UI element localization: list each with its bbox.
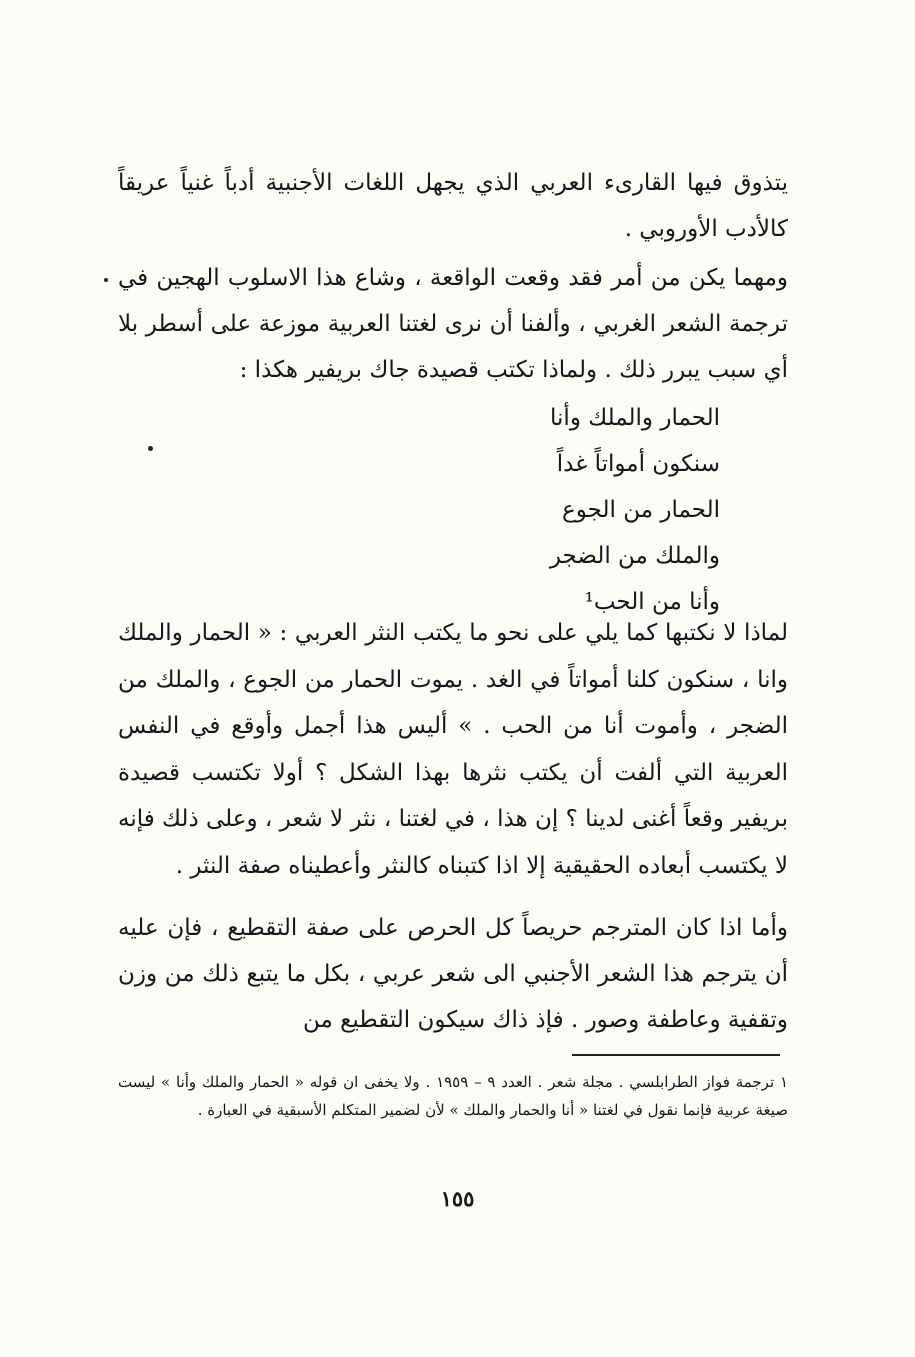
page-number: ١٥٥ bbox=[440, 1186, 475, 1211]
poem-line-5: وأنا من الحب¹ bbox=[584, 589, 720, 615]
paragraph-1: يتذوق فيها القارىء العربي الذي يجهل اللغات الأجنبية أدباً غنياً عريقاً كالأدب الأوروبي . bbox=[118, 170, 788, 242]
paragraph-4: وأما اذا كان المترجم حريصاً كل الحرص على صفة التقطيع ، فإن عليه أن يترجم هذا الشعر الأجنبي الى شعر عربي ، بكل ما يتبع ذلك من وزن وتقفية وعاطفة وصور . فإذ ذاك سيكون التقطيع من bbox=[118, 915, 788, 1033]
poem-block bbox=[460, 395, 720, 625]
poem-line-4: والملك من الضجر bbox=[549, 543, 720, 569]
stray-ink-dot bbox=[148, 446, 153, 451]
paragraph-3: لماذا لا نكتبها كما يلي على نحو ما يكتب النثر العربي : « الحمار والملك وانا ، سنكون كلنا أمواتاً في الغد . يموت الحمار من الجوع ، والملك من الضجر ، وأموت أنا من الحب . » أليس هذا أجمل وأوقع في النفس العربية التي ألفت أن يكتب نثرها بهذا الشكل ؟ أولا تكتسب قصيدة بريفير وقعاً أغنى لدينا ؟ إن هذا ، في لغتنا ، نثر لا شعر ، وعلى ذلك فإنه لا يكتسب أبعاده الحقيقية إلا اذا كتبناه كالنثر وأعطيناه صفة النثر . bbox=[118, 620, 788, 879]
footnote: ١ ترجمة فواز الطرابلسي . مجلة شعر . العدد ٩ – ١٩٥٩ . ولا يخفى ان قوله « الحمار والملك وأنا » ليست صيغة عربية فإنما نقول في لغتنا « أنا والحمار والملك » لأن لضمير المتكلم الأسبقية في العبارة . bbox=[118, 1073, 789, 1119]
poem-line-3: الحمار من الجوع bbox=[562, 497, 720, 523]
paragraph-2: ومهما يكن من أمر فقد وقعت الواقعة ، وشاع هذا الاسلوب الهجين في ترجمة الشعر الغربي ، وألفنا أن نرى لغتنا العربية موزعة على أسطر بلا أي سبب يبرر ذلك . ولماذا تكتب قصيدة جاك بريفير هكذا : bbox=[118, 265, 788, 383]
footnote-divider bbox=[572, 1054, 780, 1056]
poem-line-2: سنكون أمواتاً غداً bbox=[556, 451, 720, 477]
poem-line-1: الحمار والملك وأنا bbox=[550, 405, 720, 431]
stray-ink-dot bbox=[104, 278, 108, 282]
